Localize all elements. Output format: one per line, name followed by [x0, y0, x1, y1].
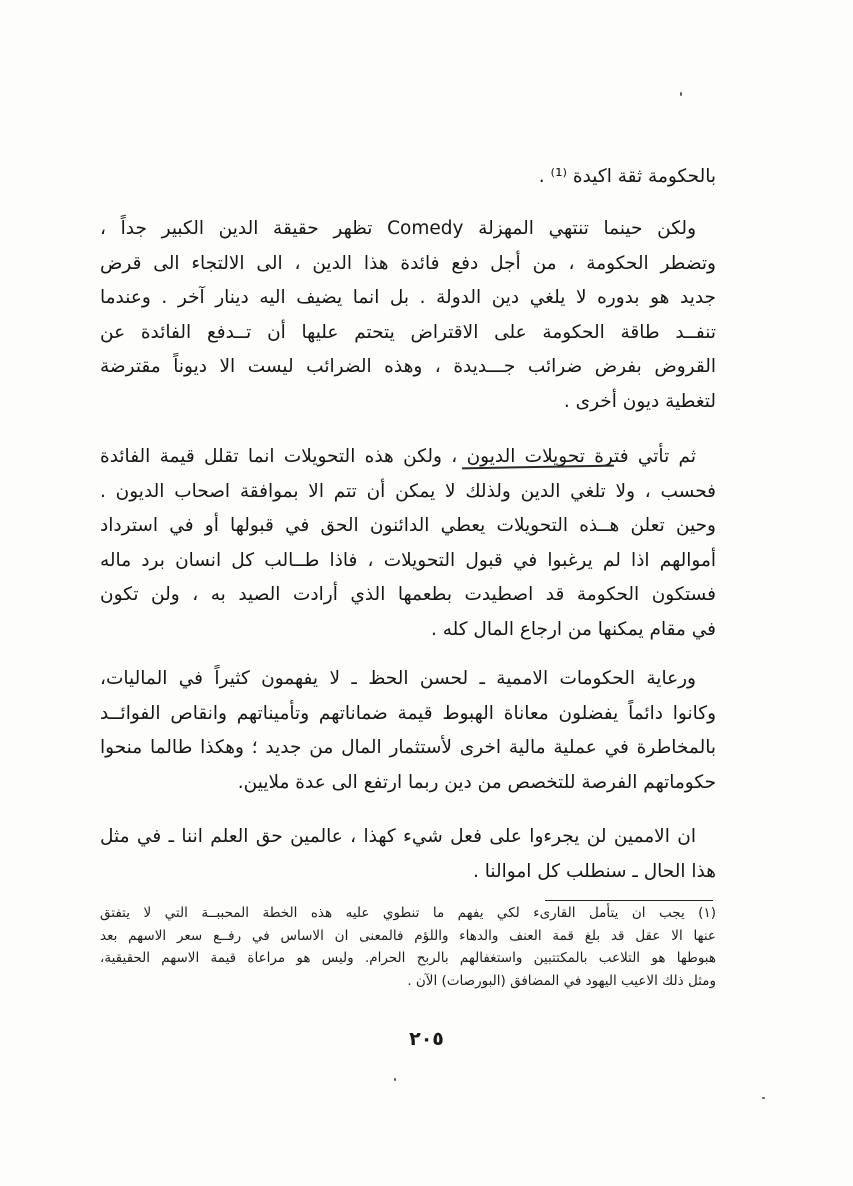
footnote — [100, 902, 716, 992]
footnote-line: عنها الا عقل قد بلغ قمة العنف والدهاء واللؤم فالمعنى ان الاساس في رفــع سعر الاسهم بعد — [100, 927, 716, 944]
scan-speck — [762, 1097, 765, 1099]
text-line: ثم تأتي فترة تحويلات الديون ، ولكن هذه التحويلات انما تقلل قيمة الفائدة — [100, 446, 696, 467]
text-line: بالمخاطرة في عملية مالية اخرى لأستثمار المال من جديد ؛ وهكذا طالما منحوا — [100, 737, 716, 758]
paragraph-continuation — [100, 160, 716, 195]
text-line: ان الاممين لن يجرءوا على فعل شيء كهذا ، عالمين حق العلم اننا ـ في مثل — [100, 826, 696, 847]
footnote-line: (١) يجب ان يتأمل القارىء لكي يفهم ما تنطوي عليه هذه الخطة المحببــة التي لا يتفتق — [100, 905, 716, 921]
scan-speck — [394, 1078, 396, 1081]
paragraph-comedy — [100, 212, 716, 419]
footnote-line: هبوطها هو التلاعب بالمكتتبين واستغفالهم بالربح الحرام. وليس هو مراعاة قيمة الاسهم الحقيقية، — [100, 950, 716, 966]
text-line: وتضطر الحكومة ، من أجل دفع فائدة هذا الدين ، الى الالتجاء الى قرض — [100, 252, 716, 274]
text-line: في مقام يمكنها من ارجاع المال كله . — [430, 618, 716, 640]
text-line: بالحكومة ثقة اكيدة ⁽¹⁾ . — [538, 166, 716, 187]
text-line: أموالهم اذا لم يرغبوا في قبول التحويلات ، فاذا طــالب كل انسان برد ماله — [100, 549, 716, 571]
text-line: ورعاية الحكومات الاممية ـ لحسن الحظ ـ لا يفهمون كثيراً في الماليات، — [100, 668, 696, 689]
text-line: القروض بفرض ضرائب جـــديدة ، وهذه الضرائب ليست الا ديوناً مقترضة — [100, 356, 716, 377]
text-line: حكوماتهم الفرصة للتخصص من دين ربما ارتفع الى عدة ملايين. — [237, 771, 716, 793]
text-line: فحسب ، ولا تلغي الدين ولذلك لا يمكن أن تتم الا بموافقة اصحاب الديون . — [100, 480, 716, 502]
text-line: وحين تعلن هــذه التحويلات يعطي الدائنون الحق في قبولها أو في استرداد — [100, 515, 716, 536]
paragraph-debt-conversion — [100, 440, 716, 647]
paragraph-final — [100, 820, 716, 889]
footnote-line: ومثل ذلك الاعيب اليهود في المضافق (البورصات) الآن . — [407, 972, 716, 989]
text-line: فستكون الحكومة قد اصطيدت بطعمها الذي أرادت الصيد به ، ولن تكون — [100, 584, 716, 605]
text-line: وكانوا دائماً يفضلون معاناة الهبوط قيمة ضماناتهم وتأميناتهم وانقاص الفوائــد — [100, 702, 716, 724]
scan-speck — [680, 92, 682, 96]
text-line: ولكن حينما تنتهي المهزلة Comedy تظهر حقيقة الدين الكبير جداً ، — [100, 218, 696, 239]
text-line: جديد هو بدوره لا يلغي دين الدولة . بل انما يضيف اليه دينار آخر . وعندما — [100, 287, 716, 308]
paragraph-gentile-governments — [100, 662, 716, 800]
text-line: لتغطية ديون أخرى . — [563, 390, 716, 412]
page-number: ٢٠٥ — [409, 1028, 444, 1050]
footnote-separator — [545, 900, 713, 901]
text-line: تنفــد طاقة الحكومة على الاقتراض يتحتم عليها أن تــدفع الفائدة عن — [100, 321, 716, 343]
text-line: هذا الحال ـ سنطلب كل اموالنا . — [473, 860, 716, 882]
